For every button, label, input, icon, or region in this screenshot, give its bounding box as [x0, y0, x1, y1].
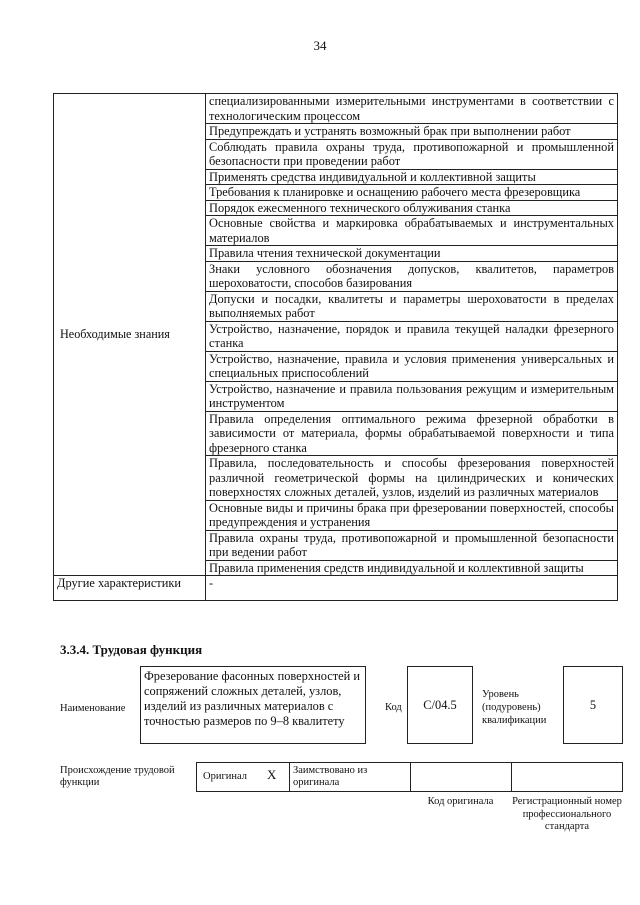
knowledge-item: Устройство, назначение и правила пользования режущим и измерительным инструментом: [206, 381, 618, 411]
knowledge-item: специализированными измерительными инструментами в соответствии с технологическим процессом: [206, 94, 618, 124]
knowledge-item: Порядок ежесменного технического облуживания станка: [206, 200, 618, 216]
other-characteristics-row: [54, 576, 618, 601]
knowledge-item: Применять средства индивидуальной и коллективной защиты: [206, 169, 618, 185]
original-label: Оригинал: [203, 771, 247, 782]
function-name-value: Фрезерование фасонных поверхностей и сопряжений сложных деталей, узлов, изделий из различных материалов с точностью размеров по 9–8 квалитету: [140, 666, 366, 744]
section-heading: 3.3.4. Трудовая функция: [60, 642, 203, 657]
knowledge-item: Правила чтения технической документации: [206, 246, 618, 262]
origin-label: Происхождение трудовой функции: [60, 765, 175, 788]
knowledge-item: Основные свойства и маркировка обрабатываемых и инструментальных материалов: [206, 216, 618, 246]
knowledge-item: Допуски и посадки, квалитеты и параметры шероховатости в пределах выполняемых работ: [206, 291, 618, 321]
knowledge-item: Основные виды и причины брака при фрезеровании поверхностей, способы предупреждения и устранения: [206, 500, 618, 530]
knowledge-row: [54, 94, 618, 124]
qualification-level-text: 5: [589, 697, 597, 712]
code-original-caption: Код оригинала: [427, 796, 494, 807]
other-characteristics-label: Другие характеристики: [54, 576, 206, 601]
reg-number-caption: Регистрационный номер профессионального стандарта: [512, 796, 622, 832]
knowledge-item: Соблюдать правила охраны труда, противопожарной и промышленной безопасности при проведении работ: [206, 139, 618, 169]
knowledge-table: [53, 93, 618, 601]
knowledge-label: Необходимые знания: [54, 94, 206, 576]
function-name-label: Наименование: [60, 703, 126, 714]
code-original-cell: [410, 762, 511, 792]
function-code-value: [407, 666, 473, 744]
qualification-level-value: [563, 666, 623, 744]
page-number: 34: [313, 38, 327, 53]
borrowed-label: Заимствовано из оригинала: [293, 765, 368, 788]
knowledge-item: Устройство, назначение, порядок и правила текущей наладки фрезерного станка: [206, 321, 618, 351]
reg-number-cell: [511, 762, 623, 792]
knowledge-item: Правила охраны труда, противопожарной и промышленной безопасности при ведении работ: [206, 530, 618, 560]
other-characteristics-value: -: [206, 576, 618, 601]
function-code-text: C/04.5: [423, 697, 457, 712]
qualification-level-label: Уровень (подуровень) квалификации: [482, 689, 547, 726]
knowledge-item: Правила применения средств индивидуальной и коллективной защиты: [206, 560, 618, 576]
knowledge-item: Правила определения оптимального режима фрезерной обработки в зависимости от материала, формы обрабатываемой поверхности и типа фрезерного станка: [206, 411, 618, 456]
function-code-label: Код: [385, 702, 402, 713]
original-mark: X: [267, 767, 277, 782]
knowledge-item: Предупреждать и устранять возможный брак при выполнении работ: [206, 124, 618, 140]
knowledge-item: Знаки условного обозначения допусков, квалитетов, параметров шероховатости, способов базирования: [206, 261, 618, 291]
knowledge-item: Требования к планировке и оснащению рабочего места фрезеровщика: [206, 185, 618, 201]
knowledge-item: Правила, последовательность и способы фрезерования поверхностей различной геометрической формы на цилиндрических и конических поверхностях сложных деталей, узлов, изделий из различных материалов: [206, 456, 618, 501]
knowledge-item: Устройство, назначение, правила и условия применения универсальных и специальных приспособлений: [206, 351, 618, 381]
